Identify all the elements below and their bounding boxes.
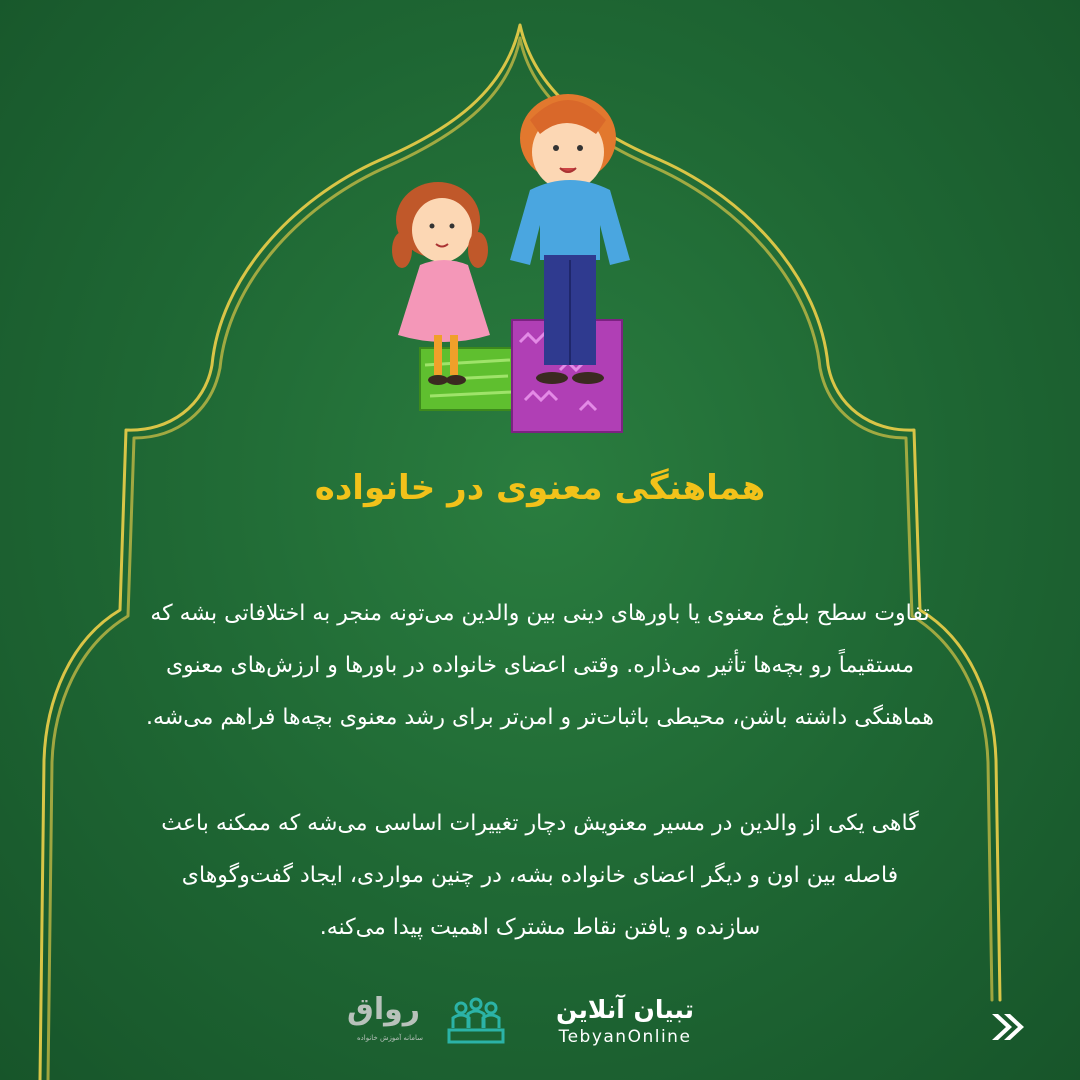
tebyan-logo [540,995,710,1055]
body-paragraph-2: گاهی یکی از والدین در مسیر معنویش دچار تغییرات اساسی می‌شه که ممکنه باعث فاصله بین اون و دیگر اعضای خانواده بشه، در چنین مواردی، ایجاد گفت‌وگوهای سازنده و یافتن نقاط مشترک اهمیت پیدا می‌کنه. [161,811,919,940]
family-house-icon [445,996,507,1046]
ravagh-logo-subtitle: سامانه آموزش خانواده [356,1034,424,1042]
tebyan-logo-english: TebyanOnline [558,1027,692,1047]
body-paragraph-1: تفاوت سطح بلوغ معنوی یا باورهای دینی بین والدین می‌تونه منجر به اختلافاتی بشه که مستقیماً رو بچه‌ها تأثیر می‌ذاره. وقتی اعضای خانواده در باورها و ارزش‌های معنوی هماهنگی داشته باشن، محیطی باثبات‌تر و امن‌تر برای رشد معنوی بچه‌ها فراهم می‌شه. [146,601,934,730]
children-illustration [380,80,660,440]
tebyan-logo-persian: تبیان آنلاین [555,995,695,1024]
double-chevron-right-icon[interactable] [988,1010,1028,1044]
ravagh-logo-text: رواق [347,992,421,1027]
page-title: هماهنگی معنوی در خانواده [314,468,766,508]
ravagh-logo [345,992,515,1052]
